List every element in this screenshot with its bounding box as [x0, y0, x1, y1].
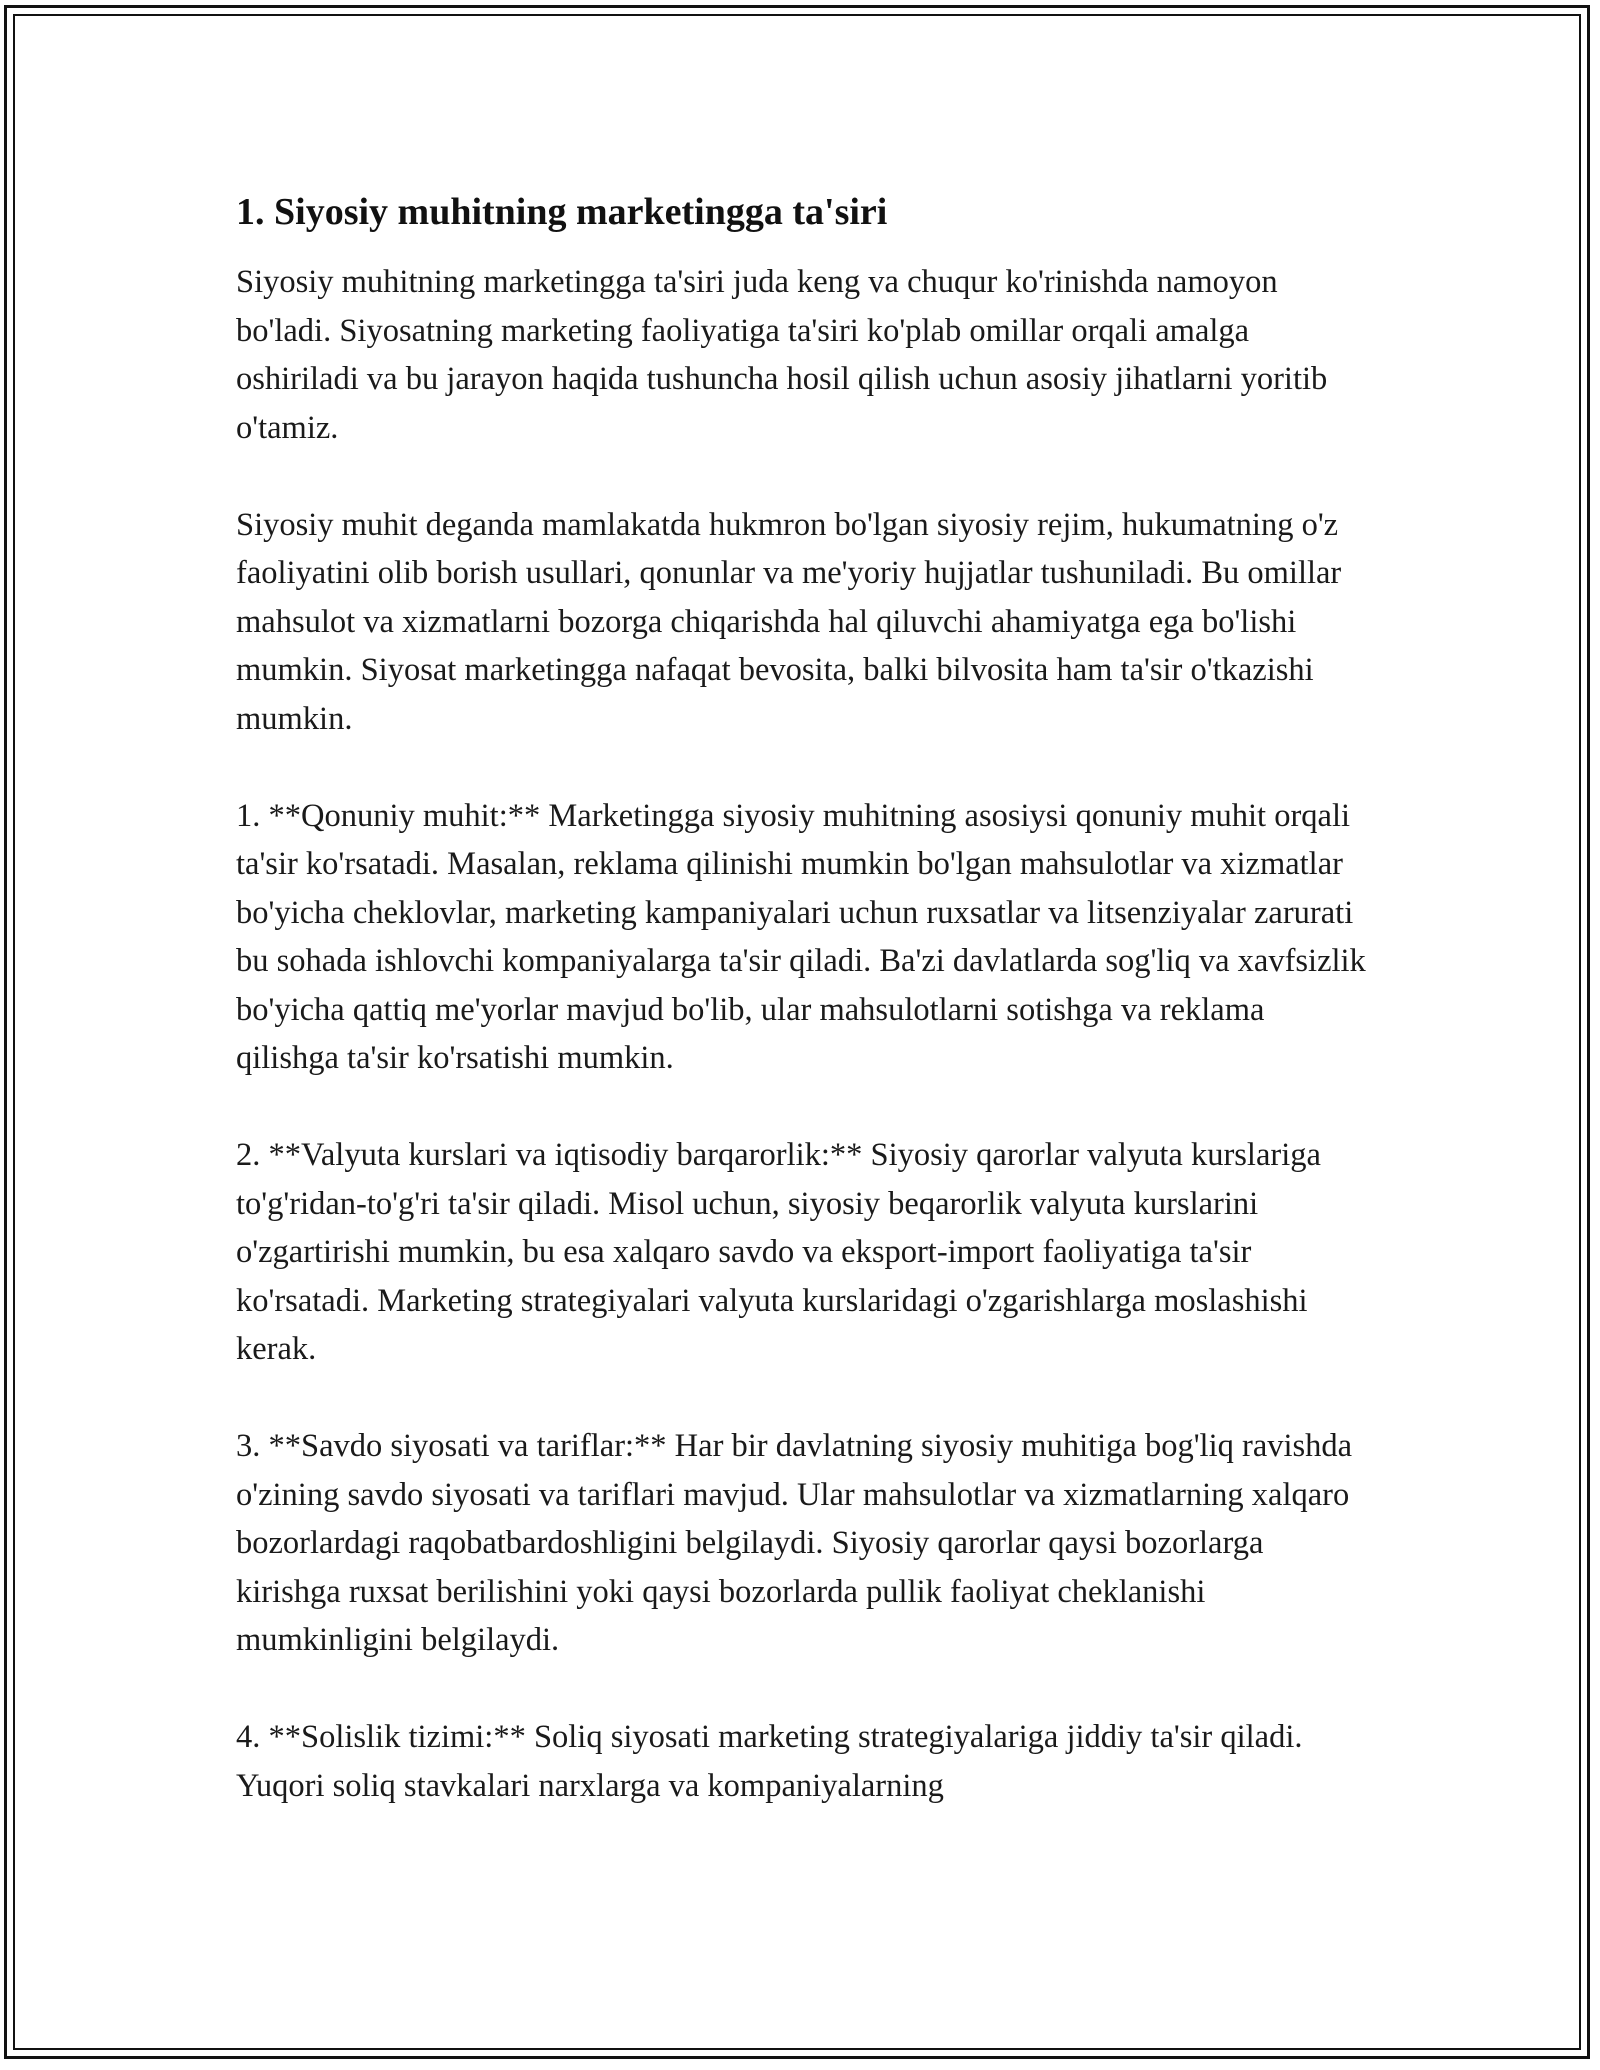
- document-body: [236, 186, 1366, 1859]
- paragraph-currency-rates: 2. **Valyuta kurslari va iqtisodiy barqarorlik:** Siyosiy qarorlar valyuta kurslariga to'g'ridan-to'g'ri ta'sir qiladi. Misol uchun, siyosiy beqarorlik valyuta kurslarini o'zgartirishi mumkin, bu esa xalqaro savdo va eksport-import faoliyatiga ta'sir ko'rsatadi. Marketing strategiyalari valyuta kurslaridagi o'zgarishlarga moslashishi kerak.: [236, 1137, 1321, 1367]
- paragraph-intro: Siyosiy muhitning marketingga ta'siri juda keng va chuqur ko'rinishda namoyon bo'ladi. Siyosatning marketing faoliyatiga ta'siri ko'plab omillar orqali amalga oshiriladi va bu jarayon haqida tushuncha hosil qilish uchun asosiy jihatlarni yoritib o'tamiz.: [236, 264, 1328, 446]
- page-title: 1. Siyosiy muhitning marketingga ta'siri: [236, 191, 888, 233]
- paragraph-trade-policy: 3. **Savdo siyosati va tariflar:** Har bir davlatning siyosiy muhitiga bog'liq ravishda o'zining savdo siyosati va tariflari mavjud. Ular mahsulotlar va xizmatlarning xalqaro bozorlardagi raqobatbardoshligini belgilaydi. Siyosiy qarorlar qaysi bozorlarga kirishga ruxsat berilishini yoki qaysi bozorlarda pullik faoliyat cheklanishi mumkinligini belgilaydi.: [236, 1428, 1353, 1658]
- paragraph-definition: Siyosiy muhit deganda mamlakatda hukmron bo'lgan siyosiy rejim, hukumatning o'z faoliyatini olib borish usullari, qonunlar va me'yoriy hujjatlar tushuniladi. Bu omillar mahsulot va xizmatlarni bozorga chiqarishda hal qiluvchi ahamiyatga ega bo'lishi mumkin. Siyosat marketingga nafaqat bevosita, balki bilvosita ham ta'sir o'tkazishi mumkin.: [236, 506, 1342, 737]
- paragraph-legal-environment: 1. **Qonuniy muhit:** Marketingga siyosiy muhitning asosiysi qonuniy muhit orqali ta'sir ko'rsatadi. Masalan, reklama qilinishi mumkin bo'lgan mahsulotlar va xizmatlar bo'yicha cheklovlar, marketing kampaniyalari uchun ruxsatlar va litsenziyalar zarurati bu sohada ishlovchi kompaniyalarga ta'sir qiladi. Ba'zi davlatlarda sog'liq va xavfsizlik bo'yicha qattiq me'yorlar mavjud bo'lib, ular mahsulotlarni sotishga va reklama qilishga ta'sir ko'rsatishi mumkin.: [236, 797, 1366, 1076]
- paragraph-tax-system: 4. **Solislik tizimi:** Soliq siyosati marketing strategiyalariga jiddiy ta'sir qiladi. Yuqori soliq stavkalari narxlarga va kompaniyalarning: [236, 1719, 1303, 1804]
